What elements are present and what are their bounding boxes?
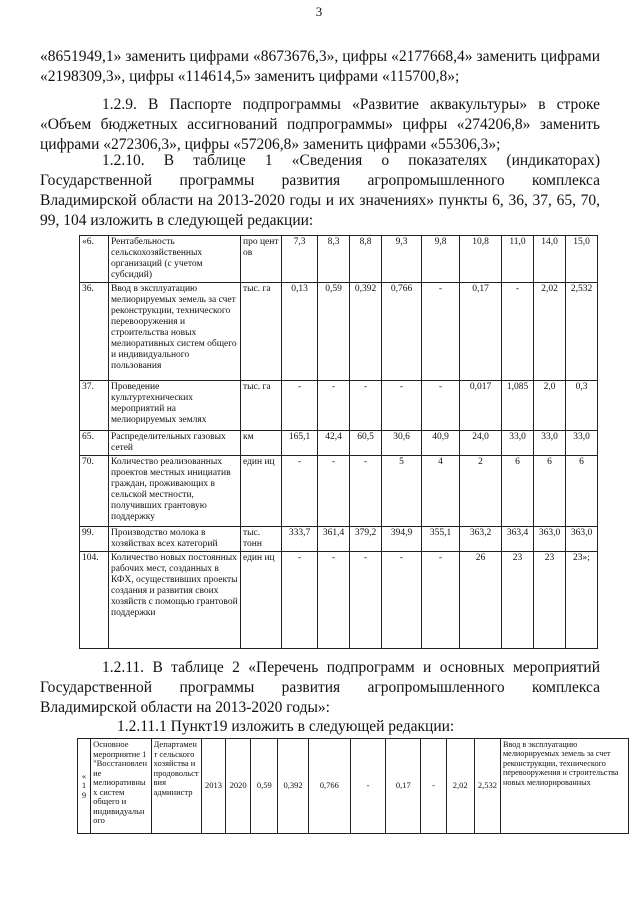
- table-cell: 6: [566, 456, 598, 527]
- table-cell: 26: [460, 552, 502, 649]
- paragraph-1-2-11: 1.2.11. В таблице 2 «Перечень подпрограмм и основных мероприятий Государственной программы развития агропромышленного комплекса Владимирской области на 2013-2020 годы»:: [40, 659, 600, 716]
- table-cell: 0,766: [382, 283, 422, 381]
- subprogram-table: [77, 738, 629, 834]
- indicator-name: Производство молока в хозяйствах всех категорий: [109, 527, 241, 552]
- table-cell: 2,532: [566, 283, 598, 381]
- table-cell: 5: [382, 456, 422, 527]
- indicator-name: Количество реализованных проектов местных инициатив граждан, проживающих в сельской местности, получивших грантовую поддержку: [109, 456, 241, 527]
- unit: тыс. тонн: [241, 527, 282, 552]
- table-cell: 2,02: [446, 739, 474, 834]
- table-cell: -: [282, 381, 318, 431]
- table-cell: -: [422, 381, 460, 431]
- table-cell: 0,17: [460, 283, 502, 381]
- indicator-description: Ввод в эксплуатацию мелиорируемых земель за счет реконструкции, технического перевооружения и строительства новых мелиорированных: [501, 739, 629, 834]
- table-cell: 165,1: [282, 431, 318, 456]
- table-cell: -: [382, 552, 422, 649]
- table-cell: 6: [502, 456, 534, 527]
- table-cell: 23: [502, 552, 534, 649]
- table-cell: 355,1: [422, 527, 460, 552]
- indicator-name: Количество новых постоянных рабочих мест, созданных в КФХ, осуществивших проекты создания и развития своих хозяйств с помощью грантовой поддержки: [109, 552, 241, 649]
- table-cell: -: [350, 552, 382, 649]
- table-cell: -: [350, 739, 385, 834]
- table-cell: 2,532: [474, 739, 500, 834]
- table-cell: 8,3: [318, 236, 350, 283]
- row-number: 37.: [80, 381, 109, 431]
- table-cell: 2,0: [534, 381, 566, 431]
- table-cell: 33,0: [534, 431, 566, 456]
- table-cell: 42,4: [318, 431, 350, 456]
- table-cell: -: [422, 552, 460, 649]
- table-cell: 6: [534, 456, 566, 527]
- table-cell: -: [318, 552, 350, 649]
- table-cell: 363,0: [566, 527, 598, 552]
- unit: про цент ов: [241, 236, 282, 283]
- table-cell: -: [422, 283, 460, 381]
- indicator-name: Рентабельность сельскохозяйственных организаций (с учетом субсидий): [109, 236, 241, 283]
- paragraph-replacement-figures: «8651949,1» заменить цифрами «8673676,3», цифры «2177668,4» заменить цифрами «2198309,3», цифры «114614,5» заменить цифрами «115700,8»;: [40, 48, 600, 85]
- row-number: 99.: [80, 527, 109, 552]
- table-row: [80, 456, 598, 527]
- table-cell: 11,0: [502, 236, 534, 283]
- table-cell: -: [382, 381, 422, 431]
- table-row: [80, 431, 598, 456]
- table-row: [80, 527, 598, 552]
- table-cell: 9,8: [422, 236, 460, 283]
- table-cell: 40,9: [422, 431, 460, 456]
- executor-name: Департамент сельского хозяйства и продовольствия администр: [151, 739, 201, 834]
- table-cell: 23»;: [566, 552, 598, 649]
- table-cell: 4: [422, 456, 460, 527]
- table-cell: 0,3: [566, 381, 598, 431]
- unit: тыс. га: [241, 381, 282, 431]
- table-cell: -: [318, 456, 350, 527]
- table-row: [80, 381, 598, 431]
- table-cell: -: [282, 552, 318, 649]
- page-number: 3: [315, 4, 323, 19]
- paragraph-1-2-9: 1.2.9. В Паспорте подпрограммы «Развитие аквакультуры» в строке «Объем бюджетных ассигнований подпрограммы» цифры «274206,8» заменить цифрами «272306,3», цифры «57206,8» заменить цифрами «55306,3»;: [40, 96, 600, 153]
- table-cell: -: [282, 456, 318, 527]
- table-cell: 24,0: [460, 431, 502, 456]
- row-number: 36.: [80, 283, 109, 381]
- table-cell: 363,4: [502, 527, 534, 552]
- table-cell: 1,085: [502, 381, 534, 431]
- table-cell: 8,8: [350, 236, 382, 283]
- table-cell: 2,02: [534, 283, 566, 381]
- table-cell: 333,7: [282, 527, 318, 552]
- table-cell: 379,2: [350, 527, 382, 552]
- table-cell: 0,59: [318, 283, 350, 381]
- table-cell: -: [502, 283, 534, 381]
- table-cell: 15,0: [566, 236, 598, 283]
- table-cell: -: [350, 456, 382, 527]
- table-cell: 0,766: [308, 739, 350, 834]
- table-row: [80, 552, 598, 649]
- row-number: 104.: [80, 552, 109, 649]
- paragraph-1-2-11-1: 1.2.11.1 Пункт19 изложить в следующей редакции:: [117, 718, 455, 735]
- table-cell: 23: [534, 552, 566, 649]
- table-cell: 0,017: [460, 381, 502, 431]
- table-cell: 14,0: [534, 236, 566, 283]
- row-number: «6.: [80, 236, 109, 283]
- table-cell: 7,3: [282, 236, 318, 283]
- table-row: [80, 236, 598, 283]
- unit: тыс. га: [241, 283, 282, 381]
- table-row: [78, 739, 629, 834]
- table-cell: -: [318, 381, 350, 431]
- table-cell: 10,8: [460, 236, 502, 283]
- unit: един иц: [241, 456, 282, 527]
- start-year: 2013: [201, 739, 225, 834]
- indicator-name: Проведение культуртехнических мероприятий на мелиорируемых землях: [109, 381, 241, 431]
- table-cell: 60,5: [350, 431, 382, 456]
- indicators-table: [79, 235, 598, 649]
- row-number: «19: [78, 739, 91, 834]
- row-number: 70.: [80, 456, 109, 527]
- table-cell: 33,0: [566, 431, 598, 456]
- unit: км: [241, 431, 282, 456]
- unit: един иц: [241, 552, 282, 649]
- indicator-name: Ввод в эксплуатацию мелиорируемых земель за счет реконструкции, технического перевооружения и строительства новых мелиоративных систем общего и индивидуального пользования: [109, 283, 241, 381]
- indicator-name: Распределительных газовых сетей: [109, 431, 241, 456]
- table-cell: -: [350, 381, 382, 431]
- end-year: 2020: [226, 739, 251, 834]
- activity-name: Основное мероприятие 1 "Восстановление мелиоративных систем общего и индивидуального: [91, 739, 151, 834]
- table-cell: 2: [460, 456, 502, 527]
- table-row: [80, 283, 598, 381]
- table-cell: 394,9: [382, 527, 422, 552]
- table-cell: 363,2: [460, 527, 502, 552]
- table-cell: 33,0: [502, 431, 534, 456]
- paragraph-1-2-10: 1.2.10. В таблице 1 «Сведения о показателях (индикаторах) Государственной программы развития агропромышленного комплекса Владимирской области на 2013-2020 годы и их значениях» пункты 6, 36, 37, 65, 70, 99, 104 изложить в следующей редакции:: [40, 152, 600, 229]
- table-cell: 0,59: [251, 739, 278, 834]
- table-cell: 0,392: [350, 283, 382, 381]
- table-cell: 361,4: [318, 527, 350, 552]
- table-cell: 363,0: [534, 527, 566, 552]
- table-cell: 0,17: [386, 739, 421, 834]
- row-number: 65.: [80, 431, 109, 456]
- table-cell: -: [421, 739, 446, 834]
- table-cell: 30,6: [382, 431, 422, 456]
- table-cell: 0,13: [282, 283, 318, 381]
- table-cell: 9,3: [382, 236, 422, 283]
- table-cell: 0,392: [278, 739, 308, 834]
